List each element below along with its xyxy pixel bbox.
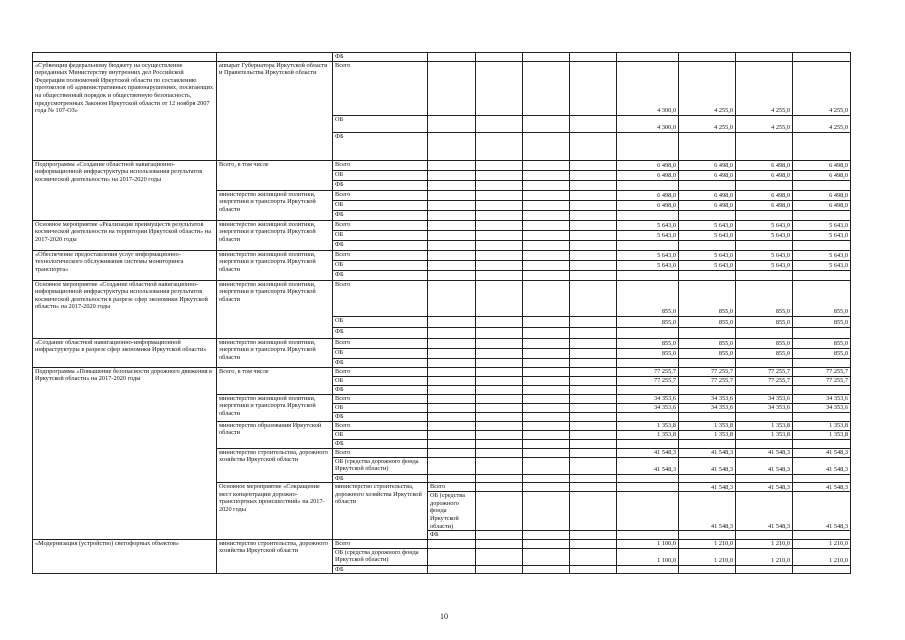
value-cell: 77 255,7 xyxy=(679,367,736,376)
value-cell: 5 643,0 xyxy=(736,230,793,240)
budget-table-page xyxy=(32,52,850,574)
executor: аппарат Губернатора Иркутской области и Правительства Иркутской области xyxy=(217,61,333,160)
budget-table xyxy=(32,52,851,574)
source-label: Всего xyxy=(333,250,428,260)
value-cell: 34 353,6 xyxy=(679,394,736,403)
value-cell: 855,0 xyxy=(617,280,679,316)
value-cell: 1 353,8 xyxy=(793,421,851,430)
subprogram-name: Подпрограмма «Создание областной навигационно-информационной инфраструктуры использования результатов космической деятельности» на 2017-2020 годы xyxy=(33,160,217,220)
value-cell: 77 255,7 xyxy=(793,376,851,385)
source-label: ФБ xyxy=(333,358,428,367)
value-cell: 1 353,8 xyxy=(679,421,736,430)
source-label: ФБ xyxy=(333,327,428,338)
page-number: 10 xyxy=(440,612,448,621)
value-cell: 41 548,3 xyxy=(679,457,736,474)
source-label: ОБ xyxy=(333,348,428,358)
table-row xyxy=(33,539,851,548)
executor: министерство жилищной политики, энергетики и транспорта Иркутской области xyxy=(217,220,333,250)
value-cell: 77 255,7 xyxy=(617,376,679,385)
value-cell: 1 210,0 xyxy=(736,548,793,565)
source-label: ФБ xyxy=(333,132,428,160)
source-label: ФБ xyxy=(333,565,428,574)
value-cell: 41 548,3 xyxy=(736,483,793,492)
value-cell: 1 353,8 xyxy=(736,421,793,430)
value-cell: 6 498,0 xyxy=(736,170,793,180)
value-cell: 1 210,0 xyxy=(736,539,793,548)
value-cell: 6 498,0 xyxy=(617,170,679,180)
source-label: Всего xyxy=(333,280,428,316)
value-cell: 41 548,3 xyxy=(679,483,736,492)
value-cell: 6 498,0 xyxy=(736,200,793,210)
source-label: ФБ xyxy=(428,531,476,540)
executor: министерство жилищной политики, энергетики и транспорта Иркутской области xyxy=(217,338,333,367)
value-cell: 6 498,0 xyxy=(736,160,793,170)
measure-name: «Создание областной навигационно-информационной инфраструктуры в разрезе сфер экономики Иркутской области» xyxy=(33,338,217,367)
value-cell: 77 255,7 xyxy=(736,367,793,376)
value-cell: 5 643,0 xyxy=(736,260,793,270)
source-label: ФБ xyxy=(333,412,428,421)
table-row xyxy=(33,338,851,348)
value-cell: 41 548,3 xyxy=(736,448,793,457)
value-cell: 855,0 xyxy=(617,348,679,358)
table-row xyxy=(33,367,851,376)
value-cell: 4 255,0 xyxy=(736,61,793,115)
value-cell: 4 255,0 xyxy=(736,115,793,132)
source-label: ФБ xyxy=(333,439,428,448)
executor: министерство строительства, дорожного хозяйства Иркутской области xyxy=(333,483,428,540)
value-cell: 855,0 xyxy=(679,280,736,316)
value-cell: 855,0 xyxy=(679,338,736,348)
value-cell: 41 548,3 xyxy=(679,492,736,531)
source-label: Всего xyxy=(333,394,428,403)
value-cell: 1 100,0 xyxy=(617,539,679,548)
source-label: ОБ xyxy=(333,430,428,439)
value-cell: 1 210,0 xyxy=(793,539,851,548)
value-cell: 5 643,0 xyxy=(617,260,679,270)
value-cell: 4 255,0 xyxy=(793,115,851,132)
value-cell: 1 210,0 xyxy=(793,548,851,565)
executor: министерство строительства, дорожного хозяйства Иркутской области xyxy=(217,539,333,574)
measure-name: «Модернизация (устройство) светофорных объектов» xyxy=(33,539,217,574)
value-cell: 5 643,0 xyxy=(793,220,851,230)
value-cell: 5 643,0 xyxy=(617,230,679,240)
value-cell: 4 300,0 xyxy=(617,115,679,132)
value-cell: 41 548,3 xyxy=(793,448,851,457)
value-cell: 5 643,0 xyxy=(736,250,793,260)
value-cell: 6 498,0 xyxy=(793,170,851,180)
value-cell: 5 643,0 xyxy=(679,260,736,270)
value-cell: 4 255,0 xyxy=(793,61,851,115)
value-cell: 1 100,0 xyxy=(617,548,679,565)
value-cell: 5 643,0 xyxy=(679,250,736,260)
source-label: Всего xyxy=(333,160,428,170)
value-cell: 41 548,3 xyxy=(617,448,679,457)
value-cell: 34 353,6 xyxy=(736,394,793,403)
source-label: ОБ xyxy=(333,115,428,132)
value-cell: 855,0 xyxy=(736,348,793,358)
value-cell: 77 255,7 xyxy=(736,376,793,385)
measure-name: Основное мероприятие «Реализация преимуществ результатов космической деятельности на территории Иркутской области» на 2017-2020 годы xyxy=(33,220,217,250)
source-label: Всего xyxy=(333,61,428,115)
source-label: Всего xyxy=(333,421,428,430)
value-cell: 6 498,0 xyxy=(679,170,736,180)
value-cell: 855,0 xyxy=(679,316,736,327)
source-label: ОБ (средства дорожного фонда Иркутской области) xyxy=(333,457,428,474)
value-cell: 6 498,0 xyxy=(793,190,851,200)
value-cell: 41 548,3 xyxy=(736,492,793,531)
value-cell: 6 498,0 xyxy=(736,190,793,200)
value-cell: 855,0 xyxy=(793,280,851,316)
source-label: ФБ xyxy=(333,270,428,280)
value-cell: 1 210,0 xyxy=(679,548,736,565)
source-label: ОБ xyxy=(333,200,428,210)
table-row xyxy=(33,280,851,316)
value-cell: 1 353,8 xyxy=(617,430,679,439)
source-label: ОБ xyxy=(333,170,428,180)
value-cell: 1 210,0 xyxy=(679,539,736,548)
source-label: ОБ xyxy=(333,260,428,270)
value-cell: 6 498,0 xyxy=(793,200,851,210)
value-cell: 855,0 xyxy=(617,316,679,327)
source-label: ОБ xyxy=(333,316,428,327)
value-cell: 77 255,7 xyxy=(617,367,679,376)
value-cell: 855,0 xyxy=(736,280,793,316)
table-row xyxy=(33,61,851,115)
executor: министерство жилищной политики, энергетики и транспорта Иркутской области xyxy=(217,190,333,220)
source-label: ФБ xyxy=(333,474,428,483)
value-cell: 6 498,0 xyxy=(617,190,679,200)
source-label: Всего xyxy=(333,448,428,457)
value-cell: 855,0 xyxy=(617,338,679,348)
value-cell: 855,0 xyxy=(736,338,793,348)
value-cell: 6 498,0 xyxy=(793,160,851,170)
executor: министерство жилищной политики, энергетики и транспорта Иркутской области xyxy=(217,394,333,421)
value-cell: 5 643,0 xyxy=(679,230,736,240)
value-cell: 5 643,0 xyxy=(793,230,851,240)
table-row xyxy=(33,250,851,260)
value-cell: 34 353,6 xyxy=(793,394,851,403)
value-cell: 6 498,0 xyxy=(679,190,736,200)
value-cell: 5 643,0 xyxy=(679,220,736,230)
value-cell: 855,0 xyxy=(793,338,851,348)
source-label: ОБ xyxy=(333,403,428,412)
executor: министерство жилищной политики, энергетики и транспорта Иркутской области xyxy=(217,250,333,280)
value-cell: 5 643,0 xyxy=(793,250,851,260)
source-label: Всего xyxy=(333,367,428,376)
executor: Всего, в том числе xyxy=(217,160,333,190)
value-cell: 855,0 xyxy=(736,316,793,327)
source-label: ОБ xyxy=(333,376,428,385)
value-cell: 855,0 xyxy=(793,316,851,327)
executor: министерство образования Иркутской области xyxy=(217,421,333,448)
value-cell: 41 548,3 xyxy=(679,448,736,457)
value-cell: 41 548,3 xyxy=(736,457,793,474)
value-cell: 77 255,7 xyxy=(793,367,851,376)
value-cell: 5 643,0 xyxy=(736,220,793,230)
value-cell: 6 498,0 xyxy=(679,160,736,170)
source-label: Всего xyxy=(333,338,428,348)
value-cell: 1 353,8 xyxy=(679,430,736,439)
subprogram-name: Подпрограмма «Повышение безопасности дорожного движения в Иркутской области» на 2017-2020 годы xyxy=(33,367,217,539)
source-label: Всего xyxy=(333,220,428,230)
value-cell: 41 548,3 xyxy=(793,483,851,492)
source-label: ФБ xyxy=(333,210,428,220)
value-cell: 1 353,8 xyxy=(736,430,793,439)
executor: Всего, в том числе xyxy=(217,367,333,394)
source-label: ФБ xyxy=(333,180,428,190)
value-cell: 855,0 xyxy=(793,348,851,358)
source-label: ОБ (средства дорожного фонда Иркутской области) xyxy=(333,548,428,565)
value-cell: 1 353,8 xyxy=(617,421,679,430)
value-cell: 6 498,0 xyxy=(617,200,679,210)
value-cell: 6 498,0 xyxy=(617,160,679,170)
value-cell: 1 353,8 xyxy=(793,430,851,439)
value-cell: 4 255,0 xyxy=(679,61,736,115)
measure-name: «Обеспечение предоставления услуг информационно-технологического обслуживания системы мониторинга транспорта» xyxy=(33,250,217,280)
value-cell: 41 548,3 xyxy=(793,457,851,474)
source-label: ФБ xyxy=(333,240,428,250)
value-cell: 5 643,0 xyxy=(617,250,679,260)
table-row xyxy=(33,53,851,62)
value-cell: 34 353,6 xyxy=(679,403,736,412)
value-cell: 855,0 xyxy=(679,348,736,358)
value-cell: 4 300,0 xyxy=(617,61,679,115)
value-cell: 34 353,6 xyxy=(617,403,679,412)
value-cell: 77 255,7 xyxy=(679,376,736,385)
table-row xyxy=(33,220,851,230)
value-cell: 5 643,0 xyxy=(793,260,851,270)
measure-name: Основное мероприятие «Сокращение мест концентрации дорожно-транспортных происшествий» на 2017-2020 годы xyxy=(217,483,333,540)
source-label: Всего xyxy=(428,483,476,492)
value-cell: 34 353,6 xyxy=(617,394,679,403)
source-label: ОБ (средства дорожного фонда Иркутской области) xyxy=(428,492,476,531)
value-cell: 6 498,0 xyxy=(679,200,736,210)
measure-name: «Субвенция федеральному бюджету на осуществление переданных Министерству внутренних дел Российской Федерации полномочий Иркутской области по составлению протоколов об административных правонарушениях, посягающих на общественный порядок и общественную безопасность, предусмотренных Законом Иркутской области от 12 ноября 2007 года № 107-ОЗ» xyxy=(33,61,217,160)
source-label: ФБ xyxy=(333,53,428,62)
value-cell: 5 643,0 xyxy=(617,220,679,230)
source-label: ОБ xyxy=(333,230,428,240)
source-label: ФБ xyxy=(333,385,428,394)
value-cell: 4 255,0 xyxy=(679,115,736,132)
measure-name: Основное мероприятие «Создание областной навигационно-информационной инфраструктуры использования результатов космической деятельности в разрезе сфер экономики Иркутской области» на 2017-2020 годы xyxy=(33,280,217,338)
source-label: Всего xyxy=(333,190,428,200)
executor: министерство жилищной политики, энергетики и транспорта Иркутской области xyxy=(217,280,333,338)
value-cell: 34 353,6 xyxy=(736,403,793,412)
value-cell: 34 353,6 xyxy=(793,403,851,412)
value-cell: 41 548,3 xyxy=(617,457,679,474)
source-label: Всего xyxy=(333,539,428,548)
table-row xyxy=(33,160,851,170)
executor: министерство строительства, дорожного хозяйства Иркутской области xyxy=(217,448,333,483)
value-cell: 41 548,3 xyxy=(793,492,851,531)
